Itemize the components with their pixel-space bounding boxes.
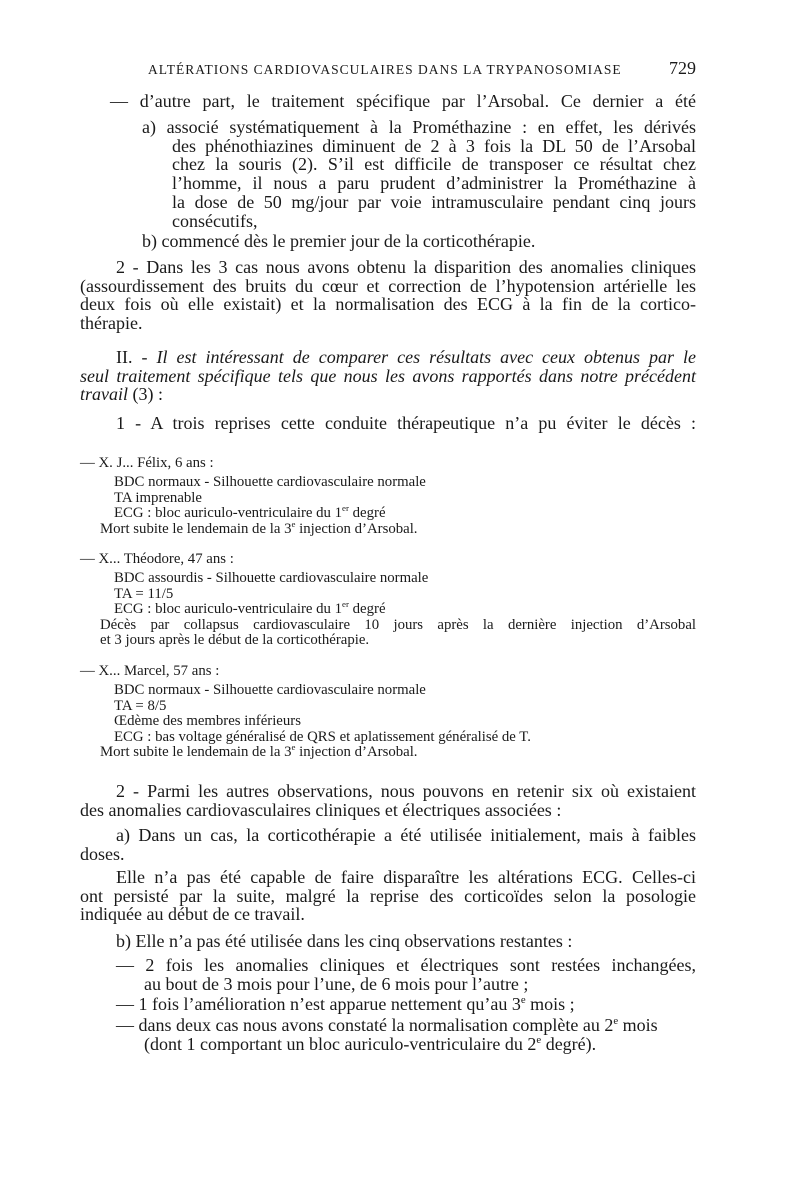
item-a-line: a) associé systématiquement à la Prométhazine : en effet, les dérivés: [142, 117, 696, 137]
bottom-item-a-line: a) Dans un cas, la corticothérapie a été utilisée initialement, mais à faibles: [116, 825, 696, 845]
item-a-line: chez la souris (2). S’il est difficile de transposer ce résultat chez: [172, 154, 696, 175]
dash-text-end: mois: [618, 1015, 658, 1036]
para2-line: thérapie.: [80, 313, 143, 334]
section-II-line: seul traitement spécifique tels que nous les avons rapportés dans notre précédent: [80, 365, 696, 386]
dash-text: — dans deux cas nous avons constaté la normalisation complète au 2: [116, 1015, 614, 1036]
section-II-block: [80, 348, 696, 404]
case-ecg-end: degré: [348, 601, 386, 618]
case-line: [80, 599, 696, 618]
case-line: Œdème des membres inférieurs: [114, 713, 301, 730]
para2-block: [80, 258, 696, 333]
case-outcome-text: Mort subite le lendemain de la 3: [100, 520, 292, 537]
dash-item-line: [116, 995, 696, 1014]
case-ecg-sup: er: [342, 503, 349, 514]
intro-line-block: [110, 92, 696, 111]
case-outcome: [80, 518, 426, 537]
point2-block: [80, 782, 696, 819]
section-II-italic: travail: [80, 384, 128, 405]
case-marcel: [80, 664, 531, 760]
page-number: 729: [669, 58, 696, 78]
case-line: [80, 503, 426, 522]
bottom-para-line: Elle n’a pas été capable de faire disparaître les altérations ECG. Celles-ci: [116, 867, 696, 887]
bottom-para-block: [80, 868, 696, 924]
item-b-block: [142, 232, 535, 251]
dash-sup: e: [536, 1033, 542, 1046]
case-outcome-text: Mort subite le lendemain de la 3: [100, 743, 292, 760]
point2-line: 2 - Parmi les autres observations, nous pouvons en retenir six où existaient: [116, 781, 696, 801]
point2-line: des anomalies cardiovasculaires cliniques et électriques associées :: [80, 799, 562, 820]
case-outcome-line: et 3 jours après le début de la corticothérapie.: [100, 631, 370, 648]
bottom-para-line: indiquée au début de ce travail.: [80, 904, 305, 925]
bottom-item-a-line: doses.: [80, 843, 125, 864]
case-line: BDC normaux - Silhouette cardiovasculaire normale: [114, 682, 426, 699]
dash-text: (dont 1 comportant un bloc auriculo-ventriculaire du 2: [144, 1033, 537, 1054]
case-line: TA = 11/5: [114, 585, 174, 602]
reference: (3) :: [132, 384, 163, 405]
case-ecg-text: ECG : bloc auriculo-ventriculaire du 1: [114, 601, 343, 618]
case-felix: [80, 456, 426, 537]
case-theodore: [80, 552, 696, 648]
case-name: — X. J... Félix, 6 ans :: [80, 455, 214, 471]
item-a-line: consécutifs,: [172, 210, 258, 231]
section-II-italic: Il est intéressant de comparer ces résultats avec ceux obtenus par le: [156, 347, 697, 367]
item-a-line: des phénothiazines diminuent de 2 à 3 fois la DL 50 de l’Arsobal: [172, 135, 696, 156]
case-ecg-text: ECG : bloc auriculo-ventriculaire du 1: [114, 505, 343, 522]
case-ecg-sup: er: [342, 599, 349, 610]
bottom-para-line: ont persisté par la suite, malgré la reprise des corticoïdes selon la posologie: [80, 885, 696, 906]
bottom-item-b-line: b) Elle n’a pas été utilisée dans les cinq observations restantes :: [116, 931, 573, 951]
dash-text-end: degré).: [541, 1033, 597, 1054]
item-b-line: b) commencé dès le premier jour de la corticothérapie.: [142, 231, 536, 251]
case-outcome-end: injection d’Arsobal.: [295, 520, 418, 537]
section-II-line: [80, 348, 696, 367]
bottom-item-a-block: [80, 826, 696, 863]
item-a-line: la dose de 50 mg/jour par voie intramusculaire pendant cinq jours: [172, 191, 696, 212]
bottom-item-b-block: [116, 932, 696, 951]
point1-block: [116, 414, 696, 433]
dash-sup: e: [520, 994, 526, 1007]
dash-list: [116, 956, 696, 1054]
case-line: BDC assourdis - Silhouette cardiovasculaire normale: [114, 570, 429, 587]
dash-item-line: — 2 fois les anomalies cliniques et électriques sont restées inchangées,: [116, 955, 696, 975]
case-line: ECG : bas voltage généralisé de QRS et aplatissement généralisé de T.: [114, 728, 531, 745]
case-outcome-sup: e: [291, 741, 296, 752]
section-II-line: [80, 385, 696, 404]
case-outcome-line: Décès par collapsus cardiovasculaire 10 jours après la dernière injection d’Arsobal: [100, 616, 696, 633]
dash-item-line: [116, 1035, 696, 1054]
running-header: [148, 58, 696, 79]
para2-line: (assourdissement des bruits du cœur et correction de l’hypotension artérielle les: [80, 275, 696, 296]
dash-sup: e: [613, 1015, 619, 1028]
case-outcome: [80, 741, 531, 760]
case-line: TA = 8/5: [114, 697, 167, 714]
dash-item-line: [116, 1016, 696, 1035]
case-outcome-sup: e: [291, 518, 296, 529]
item-a-block: [142, 118, 696, 230]
dash-item-line: au bout de 3 mois pour l’une, de 6 mois pour l’autre ;: [144, 973, 529, 994]
case-ecg-end: degré: [348, 505, 386, 522]
case-name: — X... Théodore, 47 ans :: [80, 551, 234, 567]
dash-text: — 1 fois l’amélioration n’est apparue nettement qu’au 3: [116, 994, 521, 1015]
running-title: ALTÉRATIONS CARDIOVASCULAIRES DANS LA TRYPANOSOMIASE: [148, 62, 622, 77]
section-II-label: II. -: [116, 347, 157, 367]
case-line: BDC normaux - Silhouette cardiovasculaire normale: [114, 474, 426, 491]
dash-text-end: mois ;: [525, 994, 575, 1015]
case-line: TA imprenable: [114, 489, 202, 506]
intro-line: — d’autre part, le traitement spécifique par l’Arsobal. Ce dernier a été: [110, 91, 696, 111]
para2-line: deux fois où elle existait) et la normalisation des ECG à la fin de la cortico-: [80, 294, 696, 315]
case-outcome-end: injection d’Arsobal.: [295, 743, 418, 760]
case-name: — X... Marcel, 57 ans :: [80, 663, 220, 679]
para2-line: 2 - Dans les 3 cas nous avons obtenu la disparition des anomalies cliniques: [116, 257, 696, 277]
item-a-line: l’homme, il nous a paru prudent d’administrer la Prométhazine à: [172, 173, 696, 194]
point1-line: 1 - A trois reprises cette conduite thérapeutique n’a pu éviter le décès :: [116, 413, 696, 433]
